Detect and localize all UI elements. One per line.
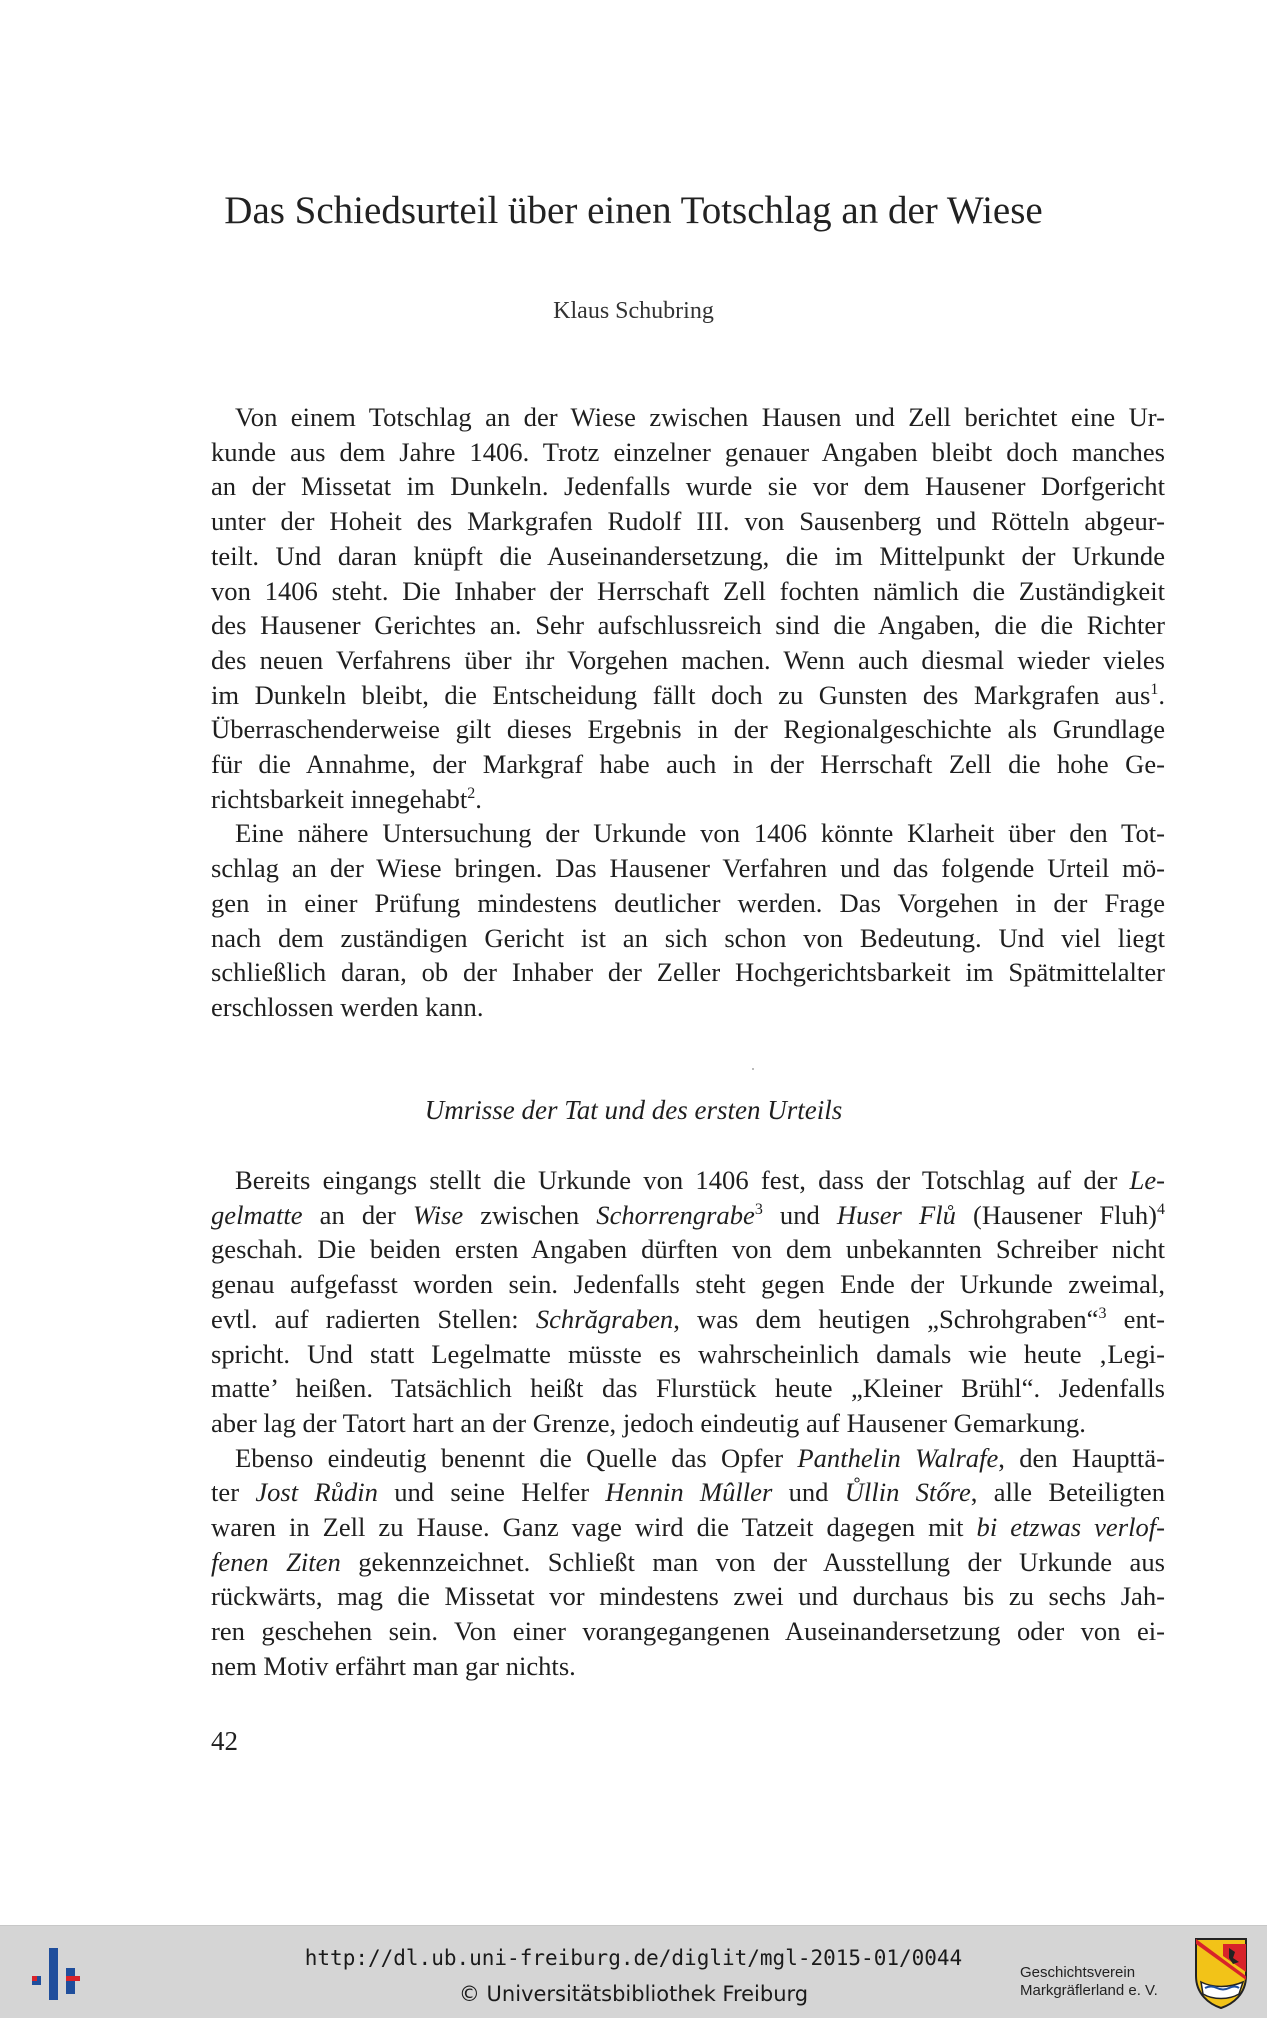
text-fragment: und seine Helfer	[377, 1477, 606, 1508]
text-fragment: .	[475, 783, 482, 814]
text-fragment: an der	[302, 1199, 413, 1230]
permalink-url[interactable]: http://dl.ub.uni-freiburg.de/diglit/mgl-2015-01/0044	[304, 1946, 963, 1970]
text-line: des Hausener Gerichtes an. Sehr aufschlussreich sind die Angaben, die die Richter	[211, 610, 1165, 641]
italic-term: Panthelin Walrafe	[797, 1442, 999, 1473]
italic-term: bi etzwas verlof-	[976, 1512, 1166, 1543]
text-line: matte’ heißen. Tatsächlich heißt das Flurstück heute „Kleiner Brühl“. Jedenfalls	[211, 1373, 1165, 1404]
text-line: Überraschenderweise gilt dieses Ergebnis in der Regionalgeschichte als Grundlage	[211, 714, 1165, 745]
text-line: teilt. Und daran knüpft die Auseinandersetzung, die im Mittelpunkt der Urkunde	[211, 540, 1165, 571]
article-author: Klaus Schubring	[553, 298, 714, 324]
text-fragment: , was dem heutigen „Schrohgraben“	[673, 1303, 1099, 1334]
text-line	[211, 678, 1165, 713]
text-line: schließlich daran, ob der Inhaber der Zeller Hochgerichtsbarkeit im Spätmittelalter	[211, 957, 1165, 988]
text-line	[211, 782, 1165, 817]
text-line	[211, 1545, 1165, 1580]
text-line: kunde aus dem Jahre 1406. Trotz einzelner genauer Angaben bleibt doch manches	[211, 436, 1165, 467]
text-line: spricht. Und statt Legelmatte müsste es wahrscheinlich damals wie heute ‚Legi-	[211, 1338, 1165, 1369]
body-text-section	[211, 1163, 1165, 1684]
italic-term: Huser Flů	[836, 1199, 956, 1230]
text-line	[211, 1198, 1165, 1233]
text-fragment: und	[772, 1477, 845, 1508]
footnote-ref-1[interactable]: 1	[1150, 680, 1159, 698]
text-line: für die Annahme, der Markgraf habe auch in der Herrschaft Zell die hohe Ge-	[211, 749, 1165, 780]
text-line	[211, 1510, 1165, 1545]
text-fragment: , alle Beteiligten	[970, 1477, 1166, 1508]
footnote-ref-2[interactable]: 2	[467, 784, 476, 802]
italic-term: Ůllin Stőre	[844, 1477, 971, 1508]
text-line	[211, 1475, 1165, 1510]
text-line	[211, 1163, 1165, 1198]
section-heading: Umrisse der Tat und des ersten Urteils	[424, 1095, 843, 1125]
text-line	[211, 1302, 1165, 1337]
text-line: erschlossen werden kann.	[211, 991, 484, 1022]
text-line: nach dem zuständigen Gericht ist an sich schon von Bedeutung. Und viel liegt	[211, 922, 1165, 953]
text-line: schlag an der Wiese bringen. Das Hausener Verfahren und das folgende Urteil mö-	[211, 853, 1165, 884]
text-fragment: ent-	[1106, 1303, 1165, 1334]
text-line: genau aufgefasst worden sein. Jedenfalls steht gegen Ende der Urkunde zweimal,	[211, 1269, 1165, 1300]
text-fragment: zwischen	[463, 1199, 597, 1230]
italic-term: Jost Růdin	[255, 1477, 378, 1508]
paragraph-3	[211, 1163, 1165, 1441]
text-fragment: .	[1158, 679, 1165, 710]
text-line: unter der Hoheit des Markgrafen Rudolf III. von Sausenberg und Rötteln abgeur-	[211, 506, 1165, 537]
text-fragment: richtsbarkeit innegehabt	[211, 783, 468, 814]
text-line: an der Missetat im Dunkeln. Jedenfalls wurde sie vor dem Hausener Dorfgericht	[211, 471, 1165, 502]
footnote-ref-5[interactable]: 3	[1098, 1304, 1107, 1322]
copyright-text: © Universitätsbibliothek Freiburg	[458, 1982, 809, 2006]
text-fragment: Bereits eingangs stellt die Urkunde von 1406 fest, dass der Totschlag auf der	[235, 1165, 1130, 1195]
paragraph-2	[211, 816, 1165, 1024]
article-title: Das Schiedsurteil über einen Totschlag an der Wiese	[224, 189, 1043, 232]
society-name	[1020, 1964, 1195, 2000]
society-crest-icon[interactable]	[1193, 1936, 1249, 2010]
text-fragment: Ebenso eindeutig benennt die Quelle das Opfer	[235, 1442, 798, 1473]
text-line: ren geschehen sein. Von einer vorangegangenen Auseinandersetzung oder von ei-	[211, 1616, 1165, 1647]
italic-term: Le-	[1129, 1165, 1165, 1195]
text-line: aber lag der Tatort hart an der Grenze, jedoch eindeutig auf Hausener Gemarkung.	[211, 1407, 1086, 1438]
text-fragment: waren in Zell zu Hause. Ganz vage wird die Tatzeit dagegen mit	[211, 1512, 977, 1543]
text-fragment: (Hausener Fluh)	[955, 1199, 1157, 1230]
society-name-line: Geschichtsverein	[1020, 1964, 1136, 1981]
italic-term: Wise	[412, 1199, 464, 1230]
text-fragment: evtl. auf radierten Stellen:	[211, 1303, 536, 1334]
text-fragment: ter	[211, 1477, 256, 1508]
text-fragment: im Dunkeln bleibt, die Entscheidung fällt doch zu Gunsten des Markgrafen aus	[211, 679, 1151, 710]
scan-speck	[752, 1068, 754, 1070]
italic-term: gelmatte	[211, 1199, 303, 1230]
text-line: Von einem Totschlag an der Wiese zwischen Hausen und Zell berichtet eine Ur-	[235, 402, 1165, 432]
paragraph-4	[211, 1441, 1165, 1684]
text-line: Eine nähere Untersuchung der Urkunde von 1406 könnte Klarheit über den Tot-	[235, 818, 1165, 849]
italic-term: fenen Ziten	[211, 1546, 341, 1577]
society-name-line: Markgräflerland e. V.	[1020, 1982, 1158, 1999]
text-line: von 1406 steht. Die Inhaber der Herrschaft Zell fochten nämlich die Zuständigkeit	[211, 575, 1165, 606]
italic-term: Schrăgraben	[535, 1303, 674, 1334]
footnote-ref-3[interactable]: 3	[754, 1200, 763, 1218]
text-line: geschah. Die beiden ersten Angaben dürften von dem unbekannten Schreiber nicht	[211, 1234, 1165, 1265]
text-line: rückwärts, mag die Missetat vor mindestens zwei und durchaus bis zu sechs Jah-	[211, 1581, 1165, 1612]
italic-term: Schorrengrabe	[596, 1199, 755, 1230]
page-number: 42	[211, 1726, 238, 1756]
text-fragment: , den Haupttä-	[998, 1442, 1165, 1473]
paragraph-1	[211, 400, 1165, 816]
body-text-intro	[211, 400, 1165, 1025]
text-line: nem Motiv erfährt man gar nichts.	[211, 1650, 576, 1681]
text-fragment: gekennzeichnet. Schließt man von der Ausstellung der Urkunde aus	[340, 1546, 1165, 1577]
footnote-ref-4[interactable]: 4	[1157, 1200, 1165, 1218]
text-line: gen in einer Prüfung mindestens deutlicher werden. Das Vorgehen in der Frage	[211, 887, 1165, 918]
text-line: des neuen Verfahrens über ihr Vorgehen machen. Wenn auch diesmal wieder vieles	[211, 644, 1165, 675]
text-line	[211, 1441, 1165, 1476]
text-fragment: und	[762, 1199, 837, 1230]
italic-term: Hennin Mûller	[605, 1477, 773, 1508]
footer-bar	[0, 1925, 1267, 2018]
